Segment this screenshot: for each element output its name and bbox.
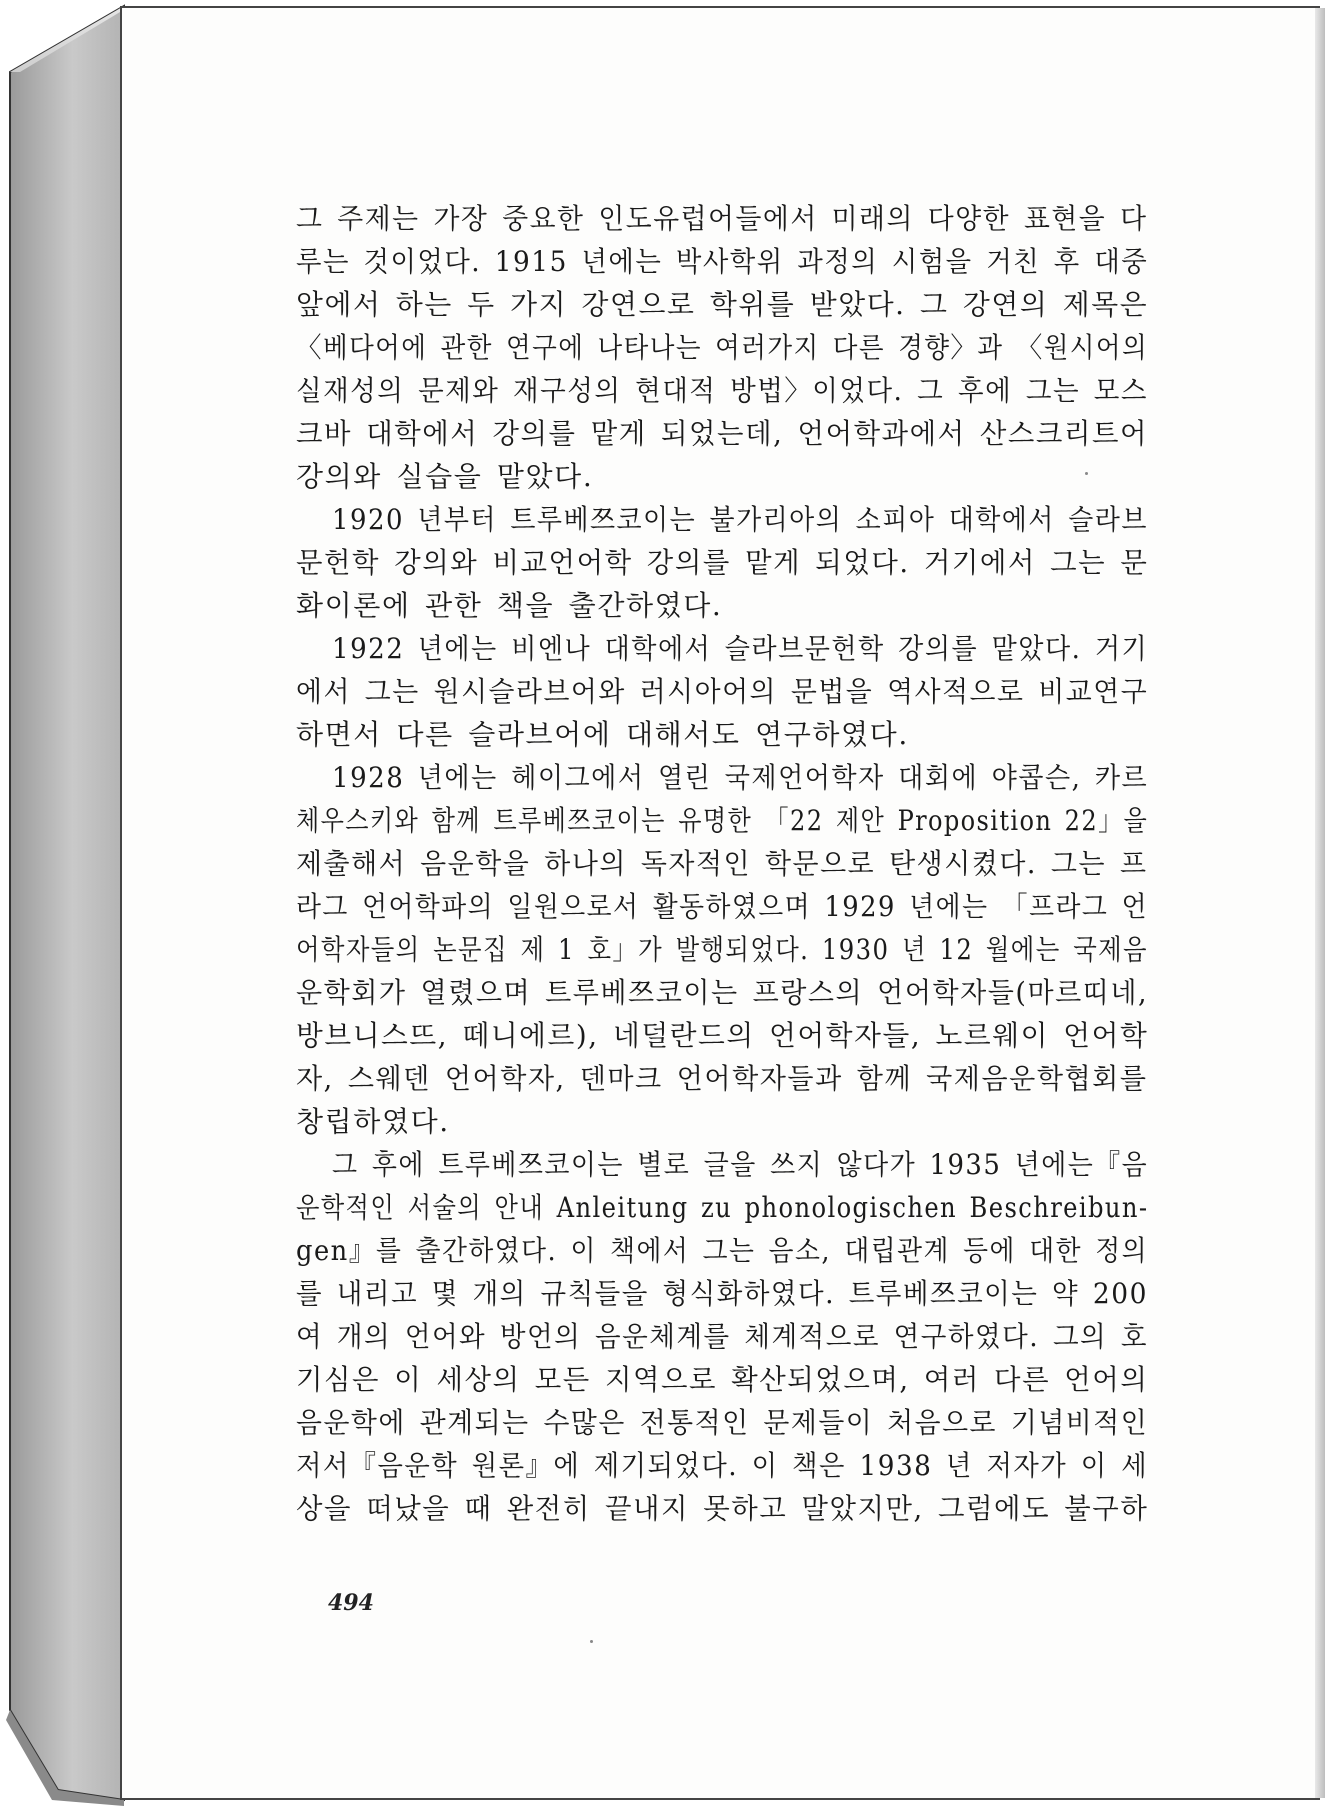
text-line: 강의와 실습을 맡았다. (296, 460, 594, 493)
text-line: 하면서 다른 슬라브어에 대해서도 연구하였다. (296, 718, 909, 751)
print-speck (1085, 472, 1088, 475)
text-line: 크바 대학에서 강의를 맡게 되었는데, 언어학과에서 산스크리트어 (296, 417, 1149, 450)
text-line: 운학적인 서술의 안내 Anleitung zu phonologischen Beschreibun- (296, 1191, 1149, 1224)
text-line: 음운학에 관계되는 수많은 전통적인 문제들이 처음으로 기념비적인 (296, 1406, 1149, 1439)
text-line: 방브니스뜨, 떼니에르), 네덜란드의 언어학자들, 노르웨이 언어학 (296, 1019, 1149, 1052)
text-line: 화이론에 관한 책을 출간하였다. (296, 589, 723, 622)
text-line: 제출해서 음운학을 하나의 독자적인 학문으로 탄생시켰다. 그는 프 (296, 847, 1148, 880)
text-line: 저서『음운학 원론』에 제기되었다. 이 책은 1938 년 저자가 이 세 (296, 1449, 1149, 1482)
text-line: 라그 언어학파의 일원으로서 활동하였으며 1929 년에는 「프라그 언 (296, 890, 1148, 923)
text-line: 1922 년에는 비엔나 대학에서 슬라브문헌학 강의를 맡았다. 거기 (332, 632, 1149, 665)
text-line: 문헌학 강의와 비교언어학 강의를 맡게 되었다. 거기에서 그는 문 (296, 546, 1149, 579)
text-line: 1928 년에는 헤이그에서 열린 국제언어학자 대회에 야콥슨, 카르 (332, 761, 1149, 794)
text-line: 기심은 이 세상의 모든 지역으로 확산되었으며, 여러 다른 언어의 (296, 1363, 1149, 1396)
text-line: 루는 것이었다. 1915 년에는 박사학위 과정의 시험을 거친 후 대중 (296, 245, 1149, 278)
text-line: 자, 스웨덴 언어학자, 덴마크 언어학자들과 함께 국제음운학협회를 (296, 1062, 1148, 1095)
text-line: 에서 그는 원시슬라브어와 러시아어의 문법을 역사적으로 비교연구 (296, 675, 1149, 708)
text-line: 운학회가 열렸으며 트루베쯔코이는 프랑스의 언어학자들(마르띠네, (296, 976, 1149, 1009)
text-line: 〈베다어에 관한 연구에 나타나는 여러가지 다른 경향〉과 〈원시어의 (296, 331, 1149, 364)
text-line: gen』를 출간하였다. 이 책에서 그는 음소, 대립관계 등에 대한 정의 (296, 1234, 1149, 1267)
print-speck (590, 1640, 593, 1643)
text-line: 앞에서 하는 두 가지 강연으로 학위를 받았다. 그 강연의 제목은 (296, 288, 1149, 321)
text-line: 1920 년부터 트루베쯔코이는 불가리아의 소피아 대학에서 슬라브 (332, 503, 1148, 536)
text-line: 체우스키와 함께 트루베쯔코이는 유명한 「22 제안 Proposition 22」을 (296, 804, 1149, 837)
text-line: 그 후에 트루베쯔코이는 별로 글을 쓰지 않다가 1935 년에는『음 (332, 1148, 1149, 1181)
text-line: 상을 떠났을 때 완전히 끝내지 못하고 말았지만, 그럼에도 불구하 (296, 1492, 1149, 1525)
text-line: 실재성의 문제와 재구성의 현대적 방법〉이었다. 그 후에 그는 모스 (296, 374, 1148, 407)
book-spine (10, 6, 124, 1800)
text-line: 여 개의 언어와 방언의 음운체계를 체계적으로 연구하였다. 그의 호 (296, 1320, 1149, 1353)
text-line: 어학자들의 논문집 제 1 호」가 발행되었다. 1930 년 12 월에는 국제음 (296, 933, 1148, 966)
text-line: 그 주제는 가장 중요한 인도유럽어들에서 미래의 다양한 표현을 다 (296, 202, 1148, 235)
page-number: 494 (328, 1590, 374, 1616)
text-line: 창립하였다. (296, 1105, 450, 1138)
page-edge-shadow (1315, 8, 1325, 1798)
text-line: 를 내리고 몇 개의 규칙들을 형식화하였다. 트루베쯔코이는 약 200 (296, 1277, 1148, 1310)
